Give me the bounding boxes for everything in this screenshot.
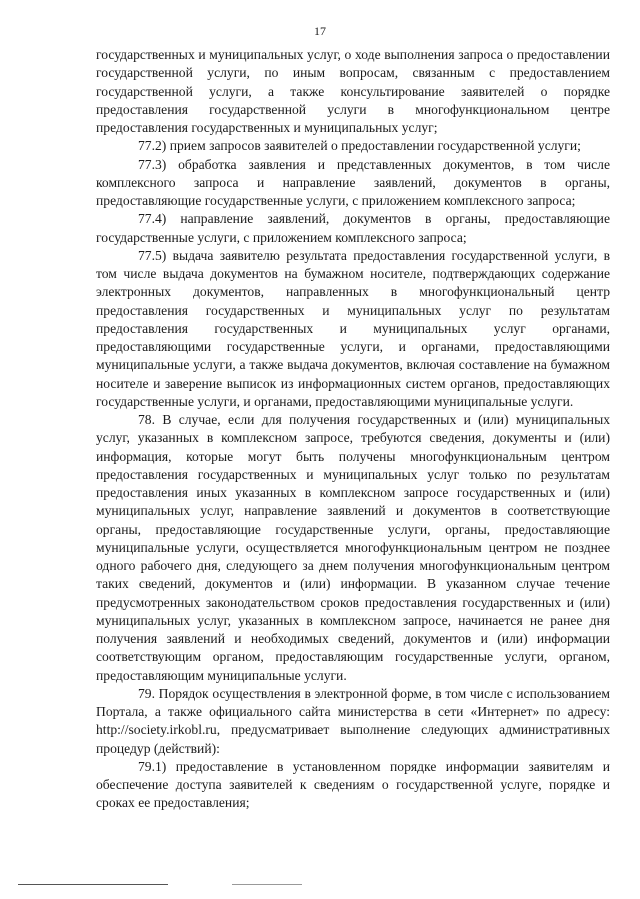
paragraph-77-2: 77.2) прием запросов заявителей о предоставлении государственной услуги; [138,138,581,154]
document-body [96,46,610,813]
page-number: 17 [314,24,326,38]
paragraph-77-5: 77.5) выдача заявителю результата предоставления государственной услуги, в том числе выдача документов на бумажном носителе, подтверждающих содержание электронных документов, направленных в многофункциональный центр предоставления государственных и муниципальных услуг по результатам предоставления государственных и муниципальных услуг органами, предоставляющими государственные услуги, и органами, предоставляющими муниципальные услуги, а также выдача документов, включая составление на бумажном носителе и заверение выписок из информационных систем органов, предоставляющих государственные услуги, и органами, предоставляющими муниципальные услуги. [96,247,610,409]
paragraph-78: 78. В случае, если для получения государственных и (или) муниципальных услуг, указанных в комплексном запросе, требуются сведения, документы и (или) информация, которые могут быть получены многофункциональным центром предоставления государственных и муниципальных услуг только по результатам предоставления иных указанных в комплексном запросе государственных и (или) муниципальных услуг, направление заявлений и документов в соответствующие органы, предоставляющие государственные услуги, органы, предоставляющие муниципальные услуги, осуществляется многофункциональным центром не позднее одного рабочего дня, следующего за днем получения многофункциональным центром таких сведений, документов и (или) информации. В указанном случае течение предусмотренных законодательством сроков предоставления государственных и (или) муниципальных услуг, указанных в комплексном запросе, начинается не ранее дня получения заявлений и необходимых сведений, документов и (или) информации соответствующим органом, предоставляющим государственные услуги, органом, предоставляющим муниципальные услуги. [96,412,610,683]
paragraph-77-4: 77.4) направление заявлений, документов в органы, предоставляющие государственные услуги, с приложением комплексного запроса; [96,211,610,245]
paragraph-79: 79. Порядок осуществления в электронной форме, в том числе с использованием Портала, а также официального сайта министерства в сети «Интернет» по адресу: http://society.irkobl.ru, предусматривает выполнение следующих административных процедур (действий): [96,685,610,756]
scan-edge-line [18,884,168,885]
paragraph-77-3: 77.3) обработка заявления и представленных документов, в том числе комплексного запроса и направление заявлений, документов в органы, предоставляющие государственные услуги, с приложением комплексного запроса; [96,156,610,208]
paragraph-continuation: государственных и муниципальных услуг, о ходе выполнения запроса о предоставлении государственной услуги, по иным вопросам, связанным с предоставлением государственной услуги, а также консультирование заявителей о порядке предоставления государственной услуги в многофункциональном центре предоставления государственных и муниципальных услуг; [96,47,610,135]
paragraph-79-1: 79.1) предоставление в установленном порядке информации заявителям и обеспечение доступа заявителей к сведениям о государственной услуге, порядке и сроках ее предоставления; [96,758,610,811]
scan-edge-line [232,884,302,885]
